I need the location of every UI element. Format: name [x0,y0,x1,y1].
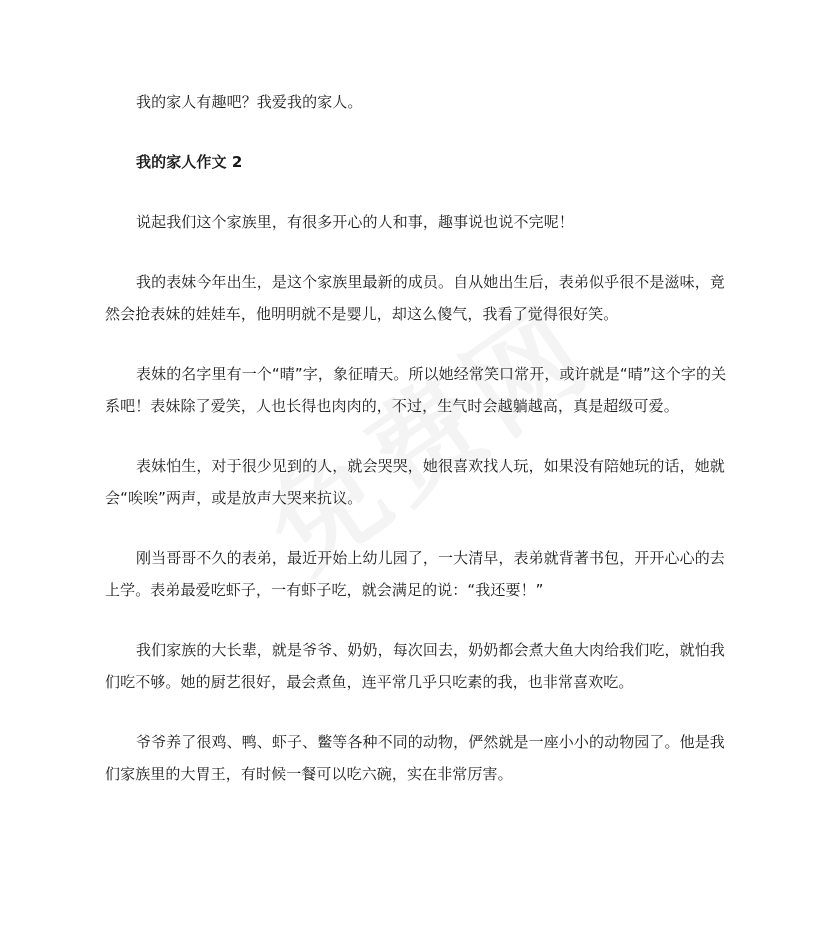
paragraph-closing: 我的家人有趣吧？我爱我的家人。 [136,93,363,111]
paragraph-intro: 说起我们这个家族里，有很多开心的人和事，趣事说也说不完呢！ [136,213,574,231]
section-heading: 我的家人作文 2 [136,153,243,171]
paragraph-cousin-birth: 我的表妹今年出生，是这个家族里最新的成员。自从她出生后，表弟似乎很不是滋味，竟然会抢表妹的娃娃车，他明明就不是婴儿，却这么傻气，我看了觉得很好笑。 [105,273,725,323]
paragraph-cousin-shy: 表妹怕生，对于很少见到的人，就会哭哭，她很喜欢找人玩，如果没有陪她玩的话，她就会“唉唉”两声，或是放声大哭来抗议。 [105,457,725,507]
document-body [105,86,730,790]
paragraph-grandfather: 爷爷养了很鸡、鸭、虾子、鳖等各种不同的动物，俨然就是一座小小的动物园了。他是我们家族里的大胃王，有时候一餐可以吃六碗，实在非常厉害。 [105,733,725,783]
paragraph-grandparents: 我们家族的大长辈，就是爷爷、奶奶，每次回去，奶奶都会煮大鱼大肉给我们吃，就怕我们吃不够。她的厨艺很好，最会煮鱼，连平常几乎只吃素的我，也非常喜欢吃。 [105,641,725,691]
paragraph-younger-cousin: 刚当哥哥不久的表弟，最近开始上幼儿园了，一大清早，表弟就背著书包，开开心心的去上学。表弟最爱吃虾子，一有虾子吃，就会满足的说：“我还要！” [105,549,725,599]
paragraph-cousin-name: 表妹的名字里有一个“晴”字，象征晴天。所以她经常笑口常开，或许就是“晴”这个字的关系吧！表妹除了爱笑，人也长得也肉肉的，不过，生气时会越躺越高，真是超级可爱。 [105,365,727,415]
